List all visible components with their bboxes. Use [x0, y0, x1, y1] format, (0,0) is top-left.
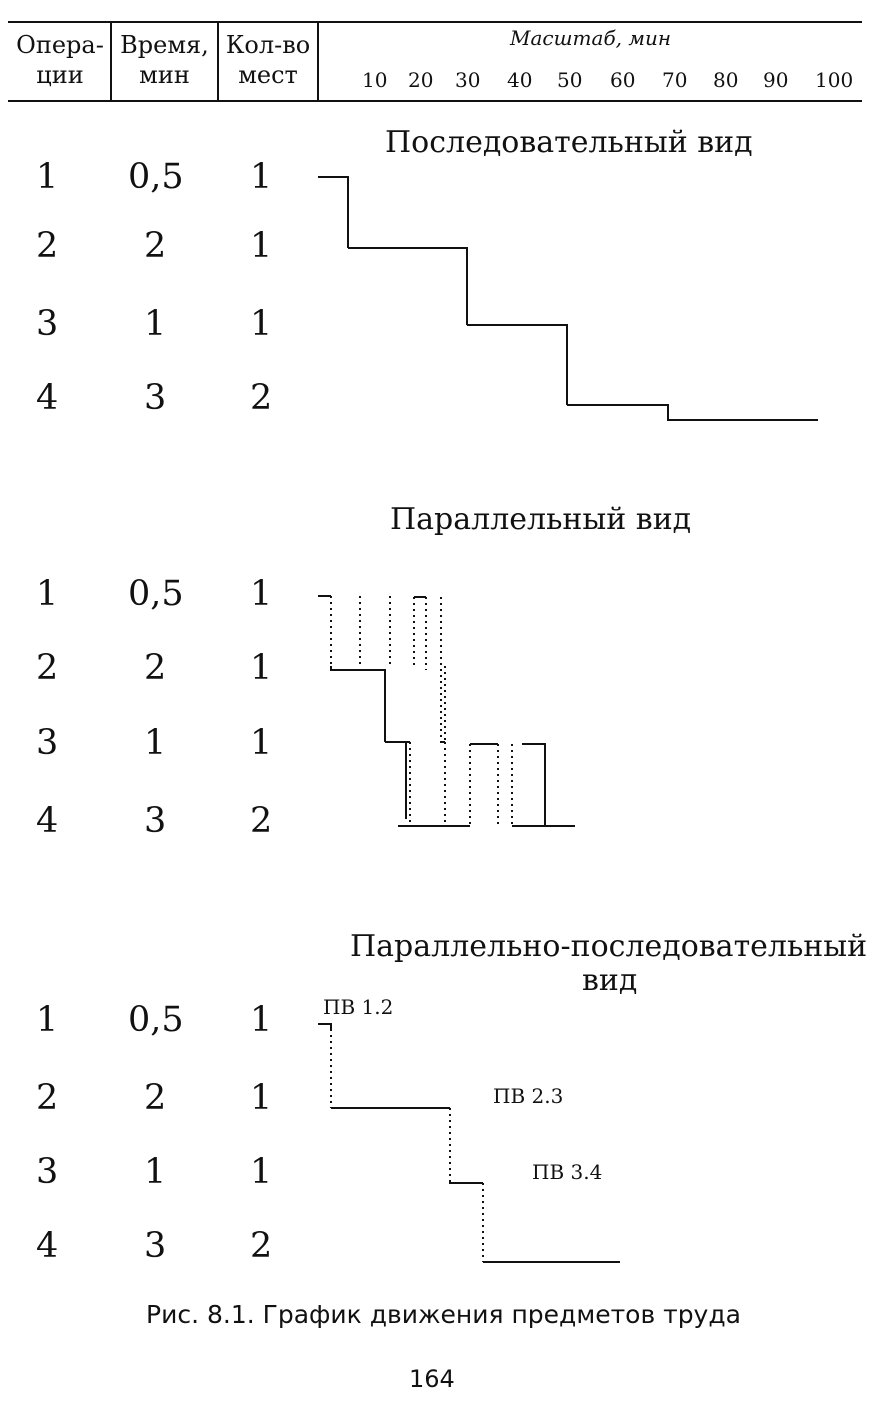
- section-3-row-2-op: 2: [36, 1078, 59, 1118]
- pv-label-1-2: ПВ 1.2: [323, 995, 394, 1019]
- figure-caption: Рис. 8.1. График движения предметов труда: [146, 1300, 741, 1329]
- section-2-row-2-places: 1: [250, 648, 273, 688]
- section-title-parallel: Параллельный вид: [390, 502, 692, 537]
- section-title-sequential: Последовательный вид: [385, 125, 753, 160]
- section-1-row-2-places: 1: [250, 226, 273, 266]
- section-3-row-1-op: 1: [36, 1000, 59, 1040]
- par-solid-step2: [522, 744, 545, 826]
- par-solid-op2: [331, 666, 385, 742]
- section-1-row-1-time: 0,5: [128, 157, 184, 197]
- section-3-row-4-places: 2: [250, 1226, 273, 1266]
- section-1-row-4-op: 4: [36, 378, 59, 418]
- section-3-row-3-op: 3: [36, 1152, 59, 1192]
- header-operations: Опера- ции: [16, 31, 104, 89]
- pv-label-2-3: ПВ 2.3: [493, 1084, 564, 1108]
- section-1-row-1-op: 1: [36, 157, 59, 197]
- section-1-row-3-op: 3: [36, 304, 59, 344]
- section-3-row-2-time: 2: [144, 1078, 167, 1118]
- section-1-row-2-op: 2: [36, 226, 59, 266]
- section-title-parallel-sequential-line2: вид: [582, 963, 638, 998]
- section-3-row-3-time: 1: [144, 1152, 167, 1192]
- section-2-row-3-op: 3: [36, 723, 59, 763]
- section-3-row-3-places: 1: [250, 1152, 273, 1192]
- section-2-row-3-places: 1: [250, 723, 273, 763]
- scale-tick: 100: [815, 68, 854, 92]
- scale-tick: 50: [557, 68, 583, 92]
- section-2-row-2-time: 2: [144, 648, 167, 688]
- section-3-row-4-op: 4: [36, 1226, 59, 1266]
- section-2-row-1-op: 1: [36, 574, 59, 614]
- header-scale: Масштаб, мин: [510, 26, 671, 50]
- parallel-sequential-chart: [318, 1024, 620, 1262]
- scale-tick: 30: [455, 68, 481, 92]
- section-title-parallel-sequential-line1: Параллельно-последовательный: [350, 929, 868, 964]
- scale-tick: 40: [507, 68, 533, 92]
- seq-op4: [567, 405, 818, 420]
- scale-tick: 20: [408, 68, 434, 92]
- section-2-row-1-places: 1: [250, 574, 273, 614]
- section-3-row-1-time: 0,5: [128, 1000, 184, 1040]
- section-2-row-1-time: 0,5: [128, 574, 184, 614]
- section-3-row-1-places: 1: [250, 1000, 273, 1040]
- section-2-row-2-op: 2: [36, 648, 59, 688]
- section-2-row-3-time: 1: [144, 723, 167, 763]
- scale-tick: 90: [763, 68, 789, 92]
- section-2-row-4-places: 2: [250, 801, 273, 841]
- section-2-row-4-time: 3: [144, 801, 167, 841]
- sequential-chart: [318, 177, 818, 420]
- header-places: Кол-во мест: [225, 31, 311, 89]
- ps-op1: [318, 1024, 331, 1029]
- header-time: Время, мин: [120, 31, 209, 89]
- page-number: 164: [409, 1365, 455, 1393]
- section-1-row-3-time: 1: [144, 304, 167, 344]
- seq-op3: [467, 325, 567, 405]
- section-2-row-4-op: 4: [36, 801, 59, 841]
- section-3-row-4-time: 3: [144, 1226, 167, 1266]
- section-1-row-4-places: 2: [250, 378, 273, 418]
- section-1-row-4-time: 3: [144, 378, 167, 418]
- pv-label-3-4: ПВ 3.4: [532, 1160, 603, 1184]
- scale-tick: 80: [713, 68, 739, 92]
- section-1-row-3-places: 1: [250, 304, 273, 344]
- section-1-row-2-time: 2: [144, 226, 167, 266]
- section-1-row-1-places: 1: [250, 157, 273, 197]
- par-solid-op3: [385, 742, 406, 819]
- seq-op1: [318, 177, 348, 248]
- parallel-chart: [318, 596, 575, 826]
- scale-tick: 10: [362, 68, 388, 92]
- scale-tick: 70: [662, 68, 688, 92]
- parallel-sequential-dotted: [331, 1029, 483, 1262]
- section-3-row-2-places: 1: [250, 1078, 273, 1118]
- parallel-dotted: [331, 596, 512, 826]
- scale-tick: 60: [610, 68, 636, 92]
- seq-op2: [348, 248, 467, 325]
